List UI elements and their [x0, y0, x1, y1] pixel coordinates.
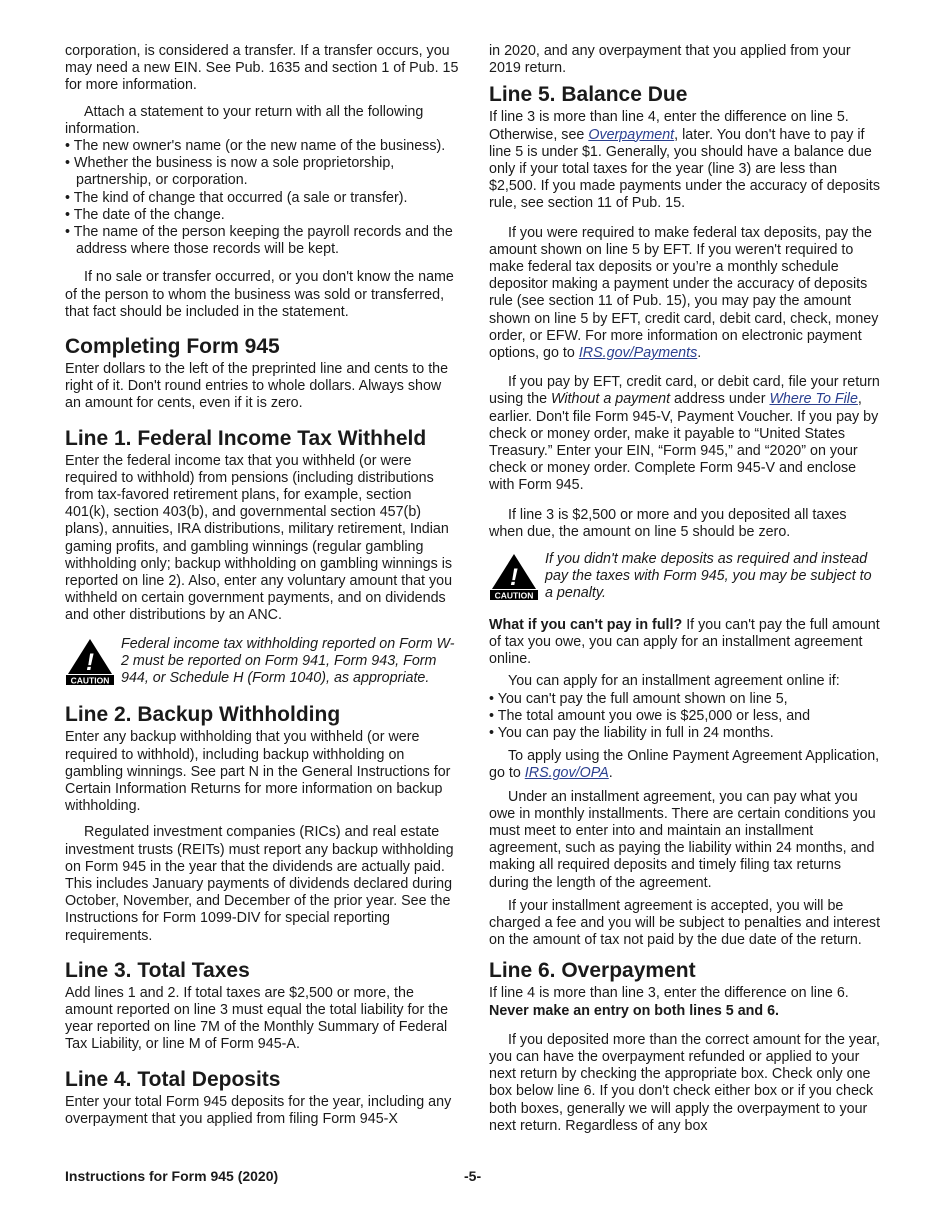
- list-item: • The new owner's name (or the new name of the business).: [65, 138, 446, 155]
- paragraph: If you were required to make federal tax deposits, pay the amount shown on line 5 by EFT. If you weren't required to make federal tax deposits or you’re a monthly schedule depositor making a payment under the accuracy of deposits rule (see section 11 of Pub. 15), you may pay the amount shown on line 5 by EFT, credit card, debit card, check, money order, or EFW. For more information on electronic payment options, go to IRS.gov/Payments.: [489, 224, 879, 362]
- paragraph: If line 3 is more than line 4, enter the difference on line 5. Otherwise, see Overpayment, later. You don't have to pay if line 5 is under $1. Generally, you should have a balance due only if your total taxes for the year (line 3) are less than $2,500. If you made payments under the accuracy of deposits rule, see section 11 of Pub. 15.: [489, 109, 881, 212]
- paragraph: What if you can't pay in full? If you can't pay the full amount of tax you owe, you can apply for an installment agreement online.: [489, 616, 880, 668]
- paragraph: Enter any backup withholding that you withheld (or were required to withhold), including backup withholding on gambling winnings. See part N in the General Instructions for Certain Information Returns for more information on backup withholding.: [65, 729, 451, 815]
- caution-text: Federal income tax withholding reported on Form W-2 must be reported on Form 941, Form 943, Form 944, or Schedule H (Form 1040), as appropriate.: [121, 635, 455, 687]
- irs-opa-link[interactable]: IRS.gov/OPA: [524, 765, 609, 782]
- section-heading-line3: Line 3. Total Taxes: [65, 958, 250, 982]
- svg-text:!: !: [86, 648, 94, 676]
- paragraph: Under an installment agreement, you can pay what you owe in monthly installments. There are certain conditions you must meet to enter into and maintain an installment agreement, such as paying the liability within 24 months, and making all required deposits and timely filing tax returns during the length of the agreement.: [489, 788, 876, 891]
- paragraph: Regulated investment companies (RICs) and real estate investment trusts (REITs) must report any backup withholding on Form 945 in the year that the dividends are actually paid. This includes January payments of dividends declared during October, November, and December of the prior year. See the Instructions for Form 1099-DIV for special reporting requirements.: [65, 824, 454, 944]
- paragraph: If you deposited more than the correct amount for the year, you can have the overpayment refunded or applied to your next return by checking the appropriate box. Check only one box below line 6. If you don't check either box or if you check both boxes, generally we will apply the overpayment to your next return. Regardless of any box: [489, 1031, 880, 1134]
- paragraph: If line 3 is $2,500 or more and you deposited all taxes when due, the amount on line 5 should be zero.: [489, 506, 847, 540]
- paragraph: Enter the federal income tax that you withheld (or were required to withhold) from pensions (including distributions from tax-favored retirement plans, for example, section 401(k), section 403(b), and governmental section 457(b) plans), annuities, IRA distributions, military retirement, Indian gaming profits, and gambling winnings (regular gambling withholding only; backup withholding on gambling winnings is reported on line 2). Also, enter any voluntary amount that you withheld on certain government payments, and on dividends and other distributions by an ANC.: [65, 452, 453, 624]
- footer-title: Instructions for Form 945 (2020): [65, 1168, 279, 1184]
- left-column: [65, 43, 459, 1128]
- paragraph: If your installment agreement is accepted, you will be charged a fee and you will be subject to penalties and interest on the amount of tax not paid by the due date of the return.: [489, 897, 881, 949]
- caution-icon: [489, 552, 539, 600]
- section-heading-line2: Line 2. Backup Withholding: [65, 703, 341, 727]
- page-number: -5-: [464, 1168, 482, 1184]
- paragraph: corporation, is considered a transfer. If a transfer occurs, you may need a new EIN. See Pub. 1635 and section 1 of Pub. 15 for more information.: [65, 43, 459, 94]
- paragraph: Attach a statement to your return with all the following information.: [65, 103, 424, 137]
- svg-text:CAUTION: CAUTION: [70, 675, 110, 685]
- overpayment-link[interactable]: Overpayment: [588, 126, 675, 143]
- caution-note: [489, 551, 883, 603]
- svg-text:CAUTION: CAUTION: [494, 590, 534, 601]
- paragraph: You can apply for an installment agreement online if:: [508, 673, 840, 690]
- caution-icon: [65, 637, 115, 685]
- section-heading-line6: Line 6. Overpayment: [489, 959, 696, 983]
- section-heading-completing: Completing Form 945: [65, 335, 280, 359]
- paragraph: Enter your total Form 945 deposits for the year, including any overpayment that you applied from filing Form 945-X: [65, 1093, 452, 1127]
- list-item: • You can't pay the full amount shown on line 5,: [489, 690, 788, 707]
- paragraph: If you pay by EFT, credit card, or debit card, file your return using the Without a payment address under Where To File, earlier. Don't file Form 945-V, Payment Voucher. If you pay by check or money order, make it payable to “United States Treasury.” Enter your EIN, “Form 945,” and “2020” on your check or money order. Complete Form 945-V and enclose with Form 945.: [489, 374, 880, 494]
- list-item: • The kind of change that occurred (a sale or transfer).: [65, 189, 408, 206]
- paragraph: If no sale or transfer occurred, or you don't know the name of the person to whom the business was sold or transferred, that fact should be included in the statement.: [65, 269, 454, 320]
- caution-note: [65, 636, 459, 688]
- right-column: [489, 43, 883, 1135]
- irs-payments-link[interactable]: IRS.gov/Payments: [578, 345, 698, 362]
- paragraph: Add lines 1 and 2. If total taxes are $2,500 or more, the amount reported on line 3 must equal the total liability for the year reported on line 7M of the Monthly Summary of Federal Tax Liability, or line M of Form 945-A.: [65, 984, 449, 1053]
- svg-text:!: !: [510, 564, 518, 592]
- list-item: • The name of the person keeping the payroll records and the address where those records will be kept.: [65, 224, 453, 258]
- paragraph: in 2020, and any overpayment that you applied from your 2019 return.: [489, 43, 851, 77]
- paragraph: Enter dollars to the left of the preprinted line and cents to the right of it. Don't round entries to whole dollars. Always show an amount for cents, even if it is zero.: [65, 361, 449, 412]
- list-item: • Whether the business is now a sole proprietorship, partnership, or corporation.: [65, 155, 395, 189]
- section-heading-line1: Line 1. Federal Income Tax Withheld: [65, 426, 427, 450]
- list-item: • You can pay the liability in full in 24 months.: [489, 724, 774, 741]
- caution-text: If you didn't make deposits as required and instead pay the taxes with Form 945, you may be subject to a penalty.: [545, 551, 872, 602]
- section-heading-line5: Line 5. Balance Due: [489, 83, 688, 107]
- where-to-file-link[interactable]: Where To File: [769, 391, 858, 408]
- section-heading-line4: Line 4. Total Deposits: [65, 1067, 281, 1091]
- paragraph: If line 4 is more than line 3, enter the difference on line 6. Never make an entry on both lines 5 and 6.: [489, 985, 849, 1019]
- paragraph: To apply using the Online Payment Agreement Application, go to IRS.gov/OPA.: [489, 748, 880, 782]
- list-item: • The total amount you owe is $25,000 or less, and: [489, 707, 811, 724]
- list-item: • The date of the change.: [65, 206, 225, 223]
